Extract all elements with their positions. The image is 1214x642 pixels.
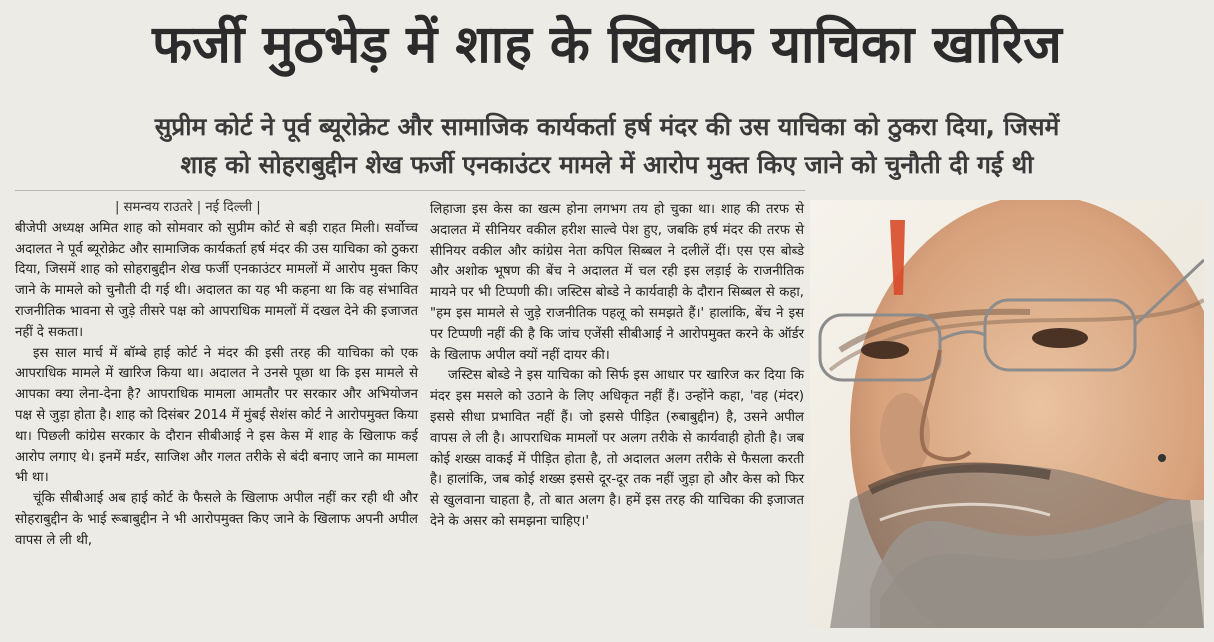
paragraph: लिहाजा इस केस का खत्म होना लगभग तय हो चुका था। शाह की तरफ से अदालत में सीनियर वकील हरीश साल्वे पेश हुए, जबकि हर्ष मंदर की तरफ से सीनियर वकील और कांग्रेस नेता कपिल सिब्बल ने दलीलें दीं। एस एस बोब्डे और अशोक भूषण की बेंच ने अदालत में चल रही इस लड़ाई के राजनीतिक मायने पर भी टिप्पणी की। जस्टिस बोब्डे ने कार्यवाही के दौरान सिब्बल से कहा, "हम इस मामले से जुड़े राजनीतिक पहलू को समझते हैं।' हालांकि, बेंच ने इस पर टिप्पणी नहीं की है कि जांच एजेंसी सीबीआई ने आरोपमुक्त करने के ऑर्डर के खिलाफ अपील क्यों नहीं दायर की। [430,202,804,363]
article-column-1 [15,198,418,552]
paragraph: चूंकि सीबीआई अब हाई कोर्ट के फैसले के खिलाफ अपील नहीं कर रही थी और सोहराबुद्दीन के भाई रूबाबुद्दीन ने भी आरोपमुक्त किए जाने के खिलाफ अपनी अपील वापस ले ली थी, [15,491,418,548]
portrait-illustration [810,200,1204,628]
paragraph: बीजेपी अध्यक्ष अमित शाह को सोमवार को सुप्रीम कोर्ट से बड़ी राहत मिली। सर्वोच्च अदालत ने पूर्व ब्यूरोक्रेट और सामाजिक कार्यकर्ता हर्ष मंदर की उस याचिका को ठुकरा दिया, जिसमें शाह को सोहराबुद्दीन शेख फर्जी एनकाउंटर मामलों में आरोप मुक्त किए जाने के मामले को चुनौती दी गई थी। अदालत का यह भी कहना था कि वह संभावित राजनीतिक भावना से जुड़े तीसरे पक्ष को आपराधिक मामलों में दखल देने की इजाजत नहीं दे सकता। [15,220,418,340]
paragraph: जस्टिस बोब्डे ने इस याचिका को सिर्फ इस आधार पर खारिज कर दिया कि मंदर इस मसले को उठाने के लिए अधिकृत नहीं हैं। उन्होंने कहा, 'वह (मंदर) इससे सीधा प्रभावित नहीं हैं। जो इससे पीड़ित (रुबाबुद्दीन) है, उसने अपील वापस ले ली है। आपराधिक मामलों पर अलग तरीके से कार्यवाही होती है। जब कोई शख्स वाकई में पीड़ित होता है, तो अदालत अलग तरीके से फैसला करती है। हालांकि, जब कोई शख्स इससे दूर-दूर तक नहीं जुड़ा हो और केस को फिर से खुलवाना चाहता है, तो बात अलग है। हमें इस तरह की याचिका की इजाजत देने के असर को समझना चाहिए।' [430,368,804,529]
section-divider [15,190,805,191]
paragraph: इस साल मार्च में बॉम्बे हाई कोर्ट ने मंदर की इसी तरह की याचिका को एक आपराधिक मामले में खारिज किया था। अदालत ने उनसे पूछा था कि इस मामले से आपका क्या लेना-देना है? आपराधिक मामला आमतौर पर सरकार और अभियोजन पक्ष से जुड़ा होता है। शाह को दिसंबर 2014 में मुंबई सेशंस कोर्ट ने आरोपमुक्त किया था। पिछली कांग्रेस सरकार के दौरान सीबीआई ने इस केस में शाह के खिलाफ कई आरोप लगाए थे। इनमें मर्डर, साजिश और गलत तरीके से बंदी बनाए जाने का मामला भी था। [15,345,418,486]
byline: | समन्वय राउतरे | नई दिल्ली | [115,200,261,215]
headline: फर्जी मुठभेड़ में शाह के खिलाफ याचिका खारिज [152,15,1062,75]
portrait-photo [810,200,1204,628]
subheadline-line-2: शाह को सोहराबुद्दीन शेख फर्जी एनकाउंटर मामले में आरोप मुक्त किए जाने को चुनौती दी गई थी [180,150,1034,179]
subheadline-line-1: सुप्रीम कोर्ट ने पूर्व ब्यूरोक्रेट और सामाजिक कार्यकर्ता हर्ष मंदर की उस याचिका को ठुकरा दिया, जिसमें [154,112,1060,141]
subheadline [20,108,1194,184]
article-column-2 [430,200,804,533]
